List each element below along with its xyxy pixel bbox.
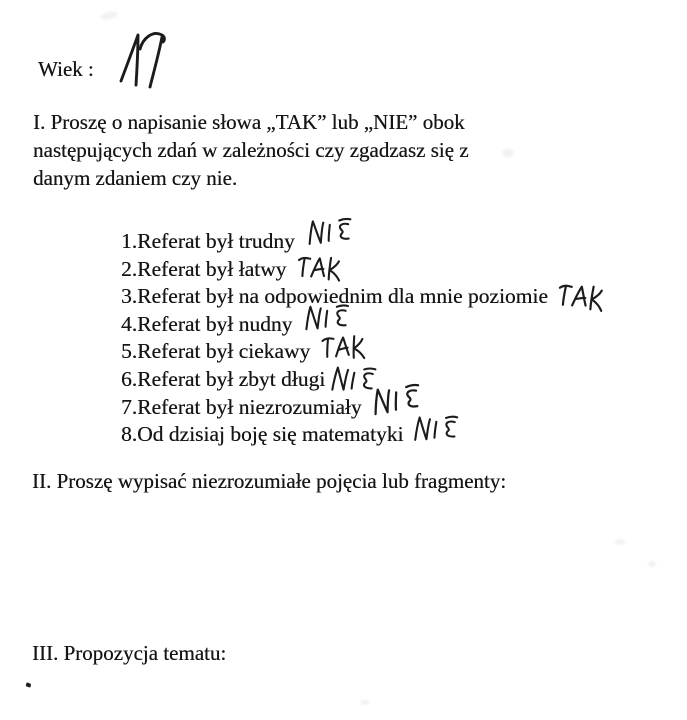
question-label: 8.Od dzisiaj boję się matematyki (121, 422, 404, 447)
section-i-instructions (33, 108, 469, 193)
age-value-handwriting (103, 25, 183, 97)
instruction-line: następujących zdań w zależności czy zgadzasz się z (33, 138, 469, 163)
scan-smudge (99, 10, 118, 21)
section-iii-heading: III. Propozycja tematu: (32, 641, 227, 665)
scan-smudge (360, 700, 370, 705)
ink-speck (26, 682, 32, 687)
question-label: 6.Referat był zbyt długi (121, 366, 326, 391)
question-label: 4.Referat był nudny (121, 311, 293, 336)
question-row (121, 247, 612, 281)
age-row (38, 57, 94, 82)
question-label: 5.Referat był ciekawy (121, 339, 311, 364)
question-label: 7.Referat był niezrozumiały (121, 394, 362, 419)
handwritten-answer (409, 412, 465, 456)
handwritten-answer (294, 247, 350, 291)
question-row (121, 412, 612, 447)
question-label: 2.Referat był łatwy (121, 256, 287, 281)
question-row (121, 385, 612, 419)
age-label: Wiek : (38, 57, 94, 81)
question-label: 1.Referat był trudny (121, 229, 295, 253)
question-list (121, 219, 612, 447)
question-row (121, 274, 612, 309)
question-row (121, 329, 612, 364)
scan-smudge (648, 561, 656, 567)
scan-smudge (502, 149, 514, 157)
section-ii-heading: II. Proszę wypisać niezrozumiałe pojęcia lub fragmenty: (32, 469, 507, 493)
question-label: 3.Referat był na odpowiednim dla mnie poziomie (121, 284, 548, 309)
instruction-line: I. Proszę o napisanie słowa „TAK” lub „NIE” obok (33, 110, 465, 134)
instruction-line: danym zdaniem czy nie. (33, 166, 238, 191)
handwritten-answer (556, 274, 612, 318)
question-row (121, 219, 612, 253)
scan-smudge (615, 539, 625, 545)
